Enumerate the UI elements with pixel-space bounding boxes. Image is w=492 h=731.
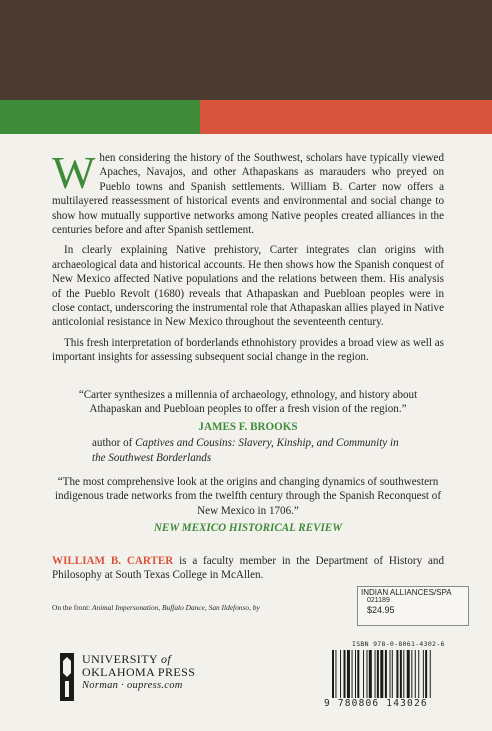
barcode-bar xyxy=(392,650,393,698)
barcode-bar xyxy=(425,650,427,698)
blurb-paragraph-3: This fresh interpretation of borderlands ethnohistory provides a broad view as well as important insights for assessing subsequent social change in the region. xyxy=(52,336,444,364)
description-blurb xyxy=(52,147,444,371)
blurb-paragraph-2: In clearly explaining Native prehistory, Carter integrates clan origins with archaeological data and historical accounts. He then shows how the Spanish conquest of New Mexico affected Native populations and the relations between them. His analysis of the Pueblo Revolt (1680) reveals that Athapaskan and Puebloan peoples were in close contact, underscoring the instrumental role that Athapaskan allies played in Native anticolonial resistance in New Mexico throughout the seventeenth century. xyxy=(52,244,444,329)
barcode-bar xyxy=(367,650,368,698)
barcode-bar xyxy=(403,650,404,698)
barcode-bar xyxy=(380,650,383,698)
publisher-name-line2: OKLAHOMA PRESS xyxy=(82,665,196,679)
cover-red-stripe xyxy=(200,100,492,134)
barcode-bar xyxy=(390,650,391,698)
price-sticker xyxy=(357,586,469,626)
barcode-bar xyxy=(396,650,398,698)
author-bio-text: is a faculty member in the Department of History and Philosophy at South Texas College in McAllen. xyxy=(52,555,445,582)
barcode-bar xyxy=(407,650,410,698)
publisher-name xyxy=(82,653,195,692)
barcode-bar xyxy=(347,650,350,698)
review-text: “The most comprehensive look at the origins and changing dynamics of southwestern indigenous trade networks from the twelfth century through the Spanish Reconquest of New Mexico in 1706.” xyxy=(54,476,442,517)
endorser-book-title-2: the Southwest Borderlands xyxy=(92,451,212,464)
endorser-credential xyxy=(52,436,444,465)
barcode-digits: 9 780806 143026 xyxy=(324,698,428,709)
barcode-icon xyxy=(330,650,470,698)
endorser-book-title-1: Captives and Cousins: Slavery, Kinship, and Community in xyxy=(135,437,399,450)
barcode-bar xyxy=(430,650,431,698)
barcode-bar xyxy=(357,650,359,698)
barcode-bar xyxy=(385,650,387,698)
sticker-code: 021189 xyxy=(367,597,390,604)
publisher-of: of xyxy=(160,652,172,666)
cover-art-credit xyxy=(52,603,332,613)
barcode-bar xyxy=(411,650,412,698)
drop-cap: W xyxy=(52,147,96,198)
author-name: WILLIAM B. CARTER xyxy=(52,555,174,567)
review-source: NEW MEXICO HISTORICAL REVIEW xyxy=(153,522,343,535)
endorsement-brooks xyxy=(52,388,444,465)
endorser-credential-prefix: author of xyxy=(92,437,133,450)
barcode-bar xyxy=(355,650,356,698)
barcode-bar xyxy=(400,650,402,698)
sticker-title: INDIAN ALLIANCES/SPA xyxy=(361,588,452,597)
barcode-bar xyxy=(375,650,376,698)
cover-green-stripe xyxy=(0,100,200,134)
publisher-location: Norman · oupress.com xyxy=(82,680,183,691)
barcode-bar xyxy=(352,650,353,698)
cover-credit-text: Animal Impersonation, Buffalo Dance, San Ildefonso, by xyxy=(92,603,260,612)
cover-top-band xyxy=(0,0,492,100)
endorsement-review xyxy=(52,475,444,536)
barcode-bar xyxy=(332,650,334,698)
barcode-bar xyxy=(340,650,341,698)
barcode-bar xyxy=(335,650,336,698)
isbn-label: ISBN 978-0-8061-4302-6 xyxy=(352,640,445,648)
blurb-text-1: hen considering the history of the Southwest, scholars have typically viewed Apaches, Navajos, and other Athapaskans as marauders who preyed on Pueblo towns and Spanish settlements. William B. Carter now offers a multilayered reassessment of historical events and environmental and social change to show how mutually supportive networks among Native peoples created alliances in the centuries before and after Spanish settlement. xyxy=(52,152,444,237)
barcode-bar xyxy=(344,650,346,698)
barcode-bar xyxy=(363,650,364,698)
barcode-bar xyxy=(369,650,372,698)
endorser-name: JAMES F. BROOKS xyxy=(198,420,298,433)
barcode-bar xyxy=(418,650,419,698)
press-logo-mark-icon xyxy=(60,653,74,701)
endorsement-text: “Carter synthesizes a millennia of archaeology, ethnology, and history about Athapaskan and Puebloan peoples to offer a fresh vision of the region.” xyxy=(78,389,418,416)
cover-credit-prefix: On the front: xyxy=(52,603,93,612)
barcode-bar xyxy=(415,650,416,698)
barcode-bar xyxy=(377,650,379,698)
press-logo-icon xyxy=(60,653,74,701)
publisher-university: UNIVERSITY xyxy=(82,652,161,666)
blurb-paragraph-1 xyxy=(52,147,444,237)
sticker-price: $24.95 xyxy=(367,605,395,615)
author-bio xyxy=(52,554,444,583)
barcode-bar xyxy=(423,650,424,698)
